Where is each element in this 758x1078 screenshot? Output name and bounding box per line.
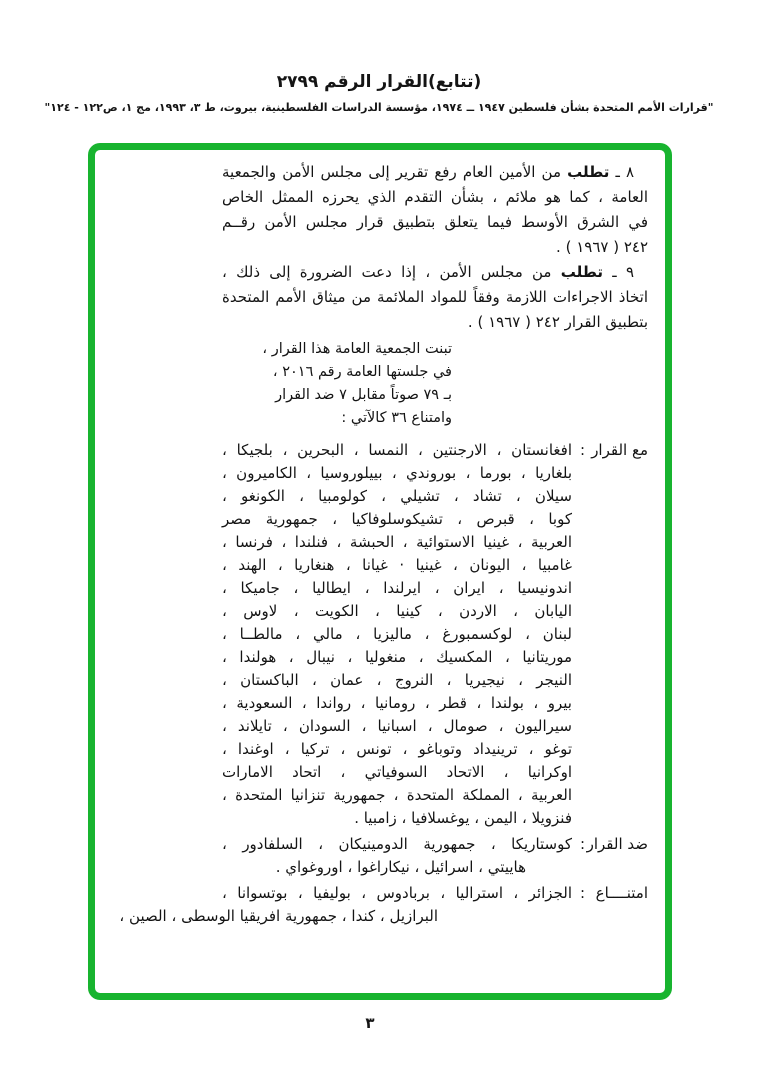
page-title: (تتابع)القرار الرقم ٢٧٩٩ bbox=[276, 72, 482, 92]
text-line: في جلستها العامة رقم ٢٠١٦ ، bbox=[272, 364, 452, 380]
text-line: كوبا ، قبرص ، تشيكوسلوفاكيا ، جمهورية مصر bbox=[222, 510, 572, 528]
text-line: ٩ ـ تطلب من مجلس الأمن ، إذا دعت الضرورة إلى ذلك ، bbox=[222, 263, 635, 281]
text-line: هاييتي ، اسرائيل ، نيكاراغوا ، اوروغواي . bbox=[275, 858, 526, 876]
text-line: فنزويلا ، اليمن ، يوغسلافيا ، زامبيا . bbox=[354, 809, 572, 827]
citation-line: "قرارات الأمم المتحدة بشأن فلسطين ١٩٤٧ ــ ١٩٧٤، مؤسسة الدراسات الفلسطينية، بيروت، ط ٣، ١٩٩٣، مج ١، ص١٢٢ - ١٢٤" bbox=[44, 101, 714, 114]
text-line: اندونيسيا ، ايران ، ايرلندا ، ايطاليا ، جاميكا ، bbox=[222, 579, 572, 597]
vote-label-colon: : bbox=[580, 884, 586, 902]
resolution-paragraph-8 bbox=[222, 160, 648, 260]
text-line: بتطبيق القرار ٢٤٢ ( ١٩٦٧ ) . bbox=[467, 313, 648, 331]
text-line: سيراليون ، صومال ، اسبانيا ، السودان ، تايلاند ، bbox=[222, 717, 572, 735]
text-line: غامبيا ، اليونان ، غينيا · غيانا ، هنغاريا ، الهند ، bbox=[222, 556, 572, 574]
document-frame bbox=[88, 143, 672, 1000]
vote-label-text: امتنــــاع bbox=[595, 884, 648, 902]
country-list-against bbox=[222, 833, 572, 879]
text-line: العربية ، المملكة المتحدة ، جمهورية تنزانيا المتحدة ، bbox=[222, 786, 572, 804]
text-line: بيرو ، بولندا ، قطر ، رومانيا ، رواندا ، السعودية ، bbox=[222, 694, 572, 712]
text-line: ٨ ـ تطلب من الأمين العام رفع تقرير إلى مجلس الأمن والجمعية bbox=[222, 163, 634, 181]
adoption-note bbox=[222, 338, 452, 430]
text-line: موريتانيا ، المكسيك ، منغوليا ، نيبال ، هولندا ، bbox=[222, 648, 572, 666]
text-line: افغانستان ، الارجنتين ، النمسا ، البحرين ، بلجيكا ، bbox=[222, 441, 572, 459]
text-line: العربية ، غينيا الاستوائية ، الحبشة ، فنلندا ، فرنسا ، bbox=[222, 533, 572, 551]
page-number: ٣ bbox=[365, 1014, 375, 1032]
text-line: ٢٤٢ ( ١٩٦٧ ) . bbox=[556, 238, 648, 256]
vote-label-text: ضد القرار bbox=[586, 835, 648, 853]
text-line: تبنت الجمعية العامة هذا القرار ، bbox=[262, 341, 452, 357]
text-line: اوكرانيا ، الاتحاد السوفياتي ، اتحاد الامارات bbox=[222, 763, 572, 781]
vote-section-for bbox=[222, 439, 648, 830]
country-list-abstain bbox=[119, 882, 572, 928]
text-line: الجزائر ، استراليا ، بربادوس ، بوليفيا ، بوتسوانا ، bbox=[222, 884, 572, 902]
document-content bbox=[119, 160, 648, 928]
country-list-for bbox=[222, 439, 572, 830]
text-line: كوستاريكا ، جمهورية الدومينيكان ، السلفادور ، bbox=[222, 835, 572, 853]
text-line: بلغاريا ، بورما ، بوروندي ، بييلوروسيا ، الكاميرون ، bbox=[222, 464, 572, 482]
text-line: النيجر ، نيجيريا ، النروج ، عمان ، الباكستان ، bbox=[222, 671, 572, 689]
vote-label-text: مع القرار bbox=[591, 441, 648, 459]
text-line: البرازيل ، كندا ، جمهورية افريقيا الوسطى ، الصين ، bbox=[119, 907, 438, 925]
text-line: اليابان ، الاردن ، كينيا ، الكويت ، لاوس ، bbox=[222, 602, 572, 620]
text-line: اتخاذ الاجراءات اللازمة وفقاً للمواد الملائمة من ميثاق الأمم المتحدة bbox=[222, 288, 648, 306]
text-line: توغو ، ترينيداد وتوباغو ، تونس ، تركيا ، اوغندا ، bbox=[222, 740, 572, 758]
vote-section-against bbox=[222, 833, 648, 879]
vote-label-against bbox=[572, 833, 648, 879]
text-line: العامة ، كما هو ملائم ، بشأن التقدم الذي يحرزه الممثل الخاص bbox=[222, 188, 648, 206]
text-line: وامتناع ٣٦ كالآتي : bbox=[341, 410, 452, 426]
vote-label-for bbox=[572, 439, 648, 830]
text-line: لبنان ، لوكسمبورغ ، ماليزيا ، مالي ، مالطــا ، bbox=[222, 625, 572, 643]
vote-label-colon: : bbox=[580, 835, 586, 853]
vote-section-abstain bbox=[119, 882, 648, 928]
text-line: بـ ٧٩ صوتاً مقابل ٧ ضد القرار bbox=[275, 387, 452, 403]
vote-label-abstain bbox=[572, 882, 648, 928]
text-line: في الشرق الأوسط فيما يتعلق بتطبيق قرار مجلس الأمن رقــم bbox=[222, 213, 648, 231]
text-line: سيلان ، تشاد ، تشيلي ، كولومبيا ، الكونغو ، bbox=[222, 487, 572, 505]
vote-label-colon: : bbox=[580, 441, 586, 459]
resolution-paragraph-9 bbox=[222, 260, 648, 335]
